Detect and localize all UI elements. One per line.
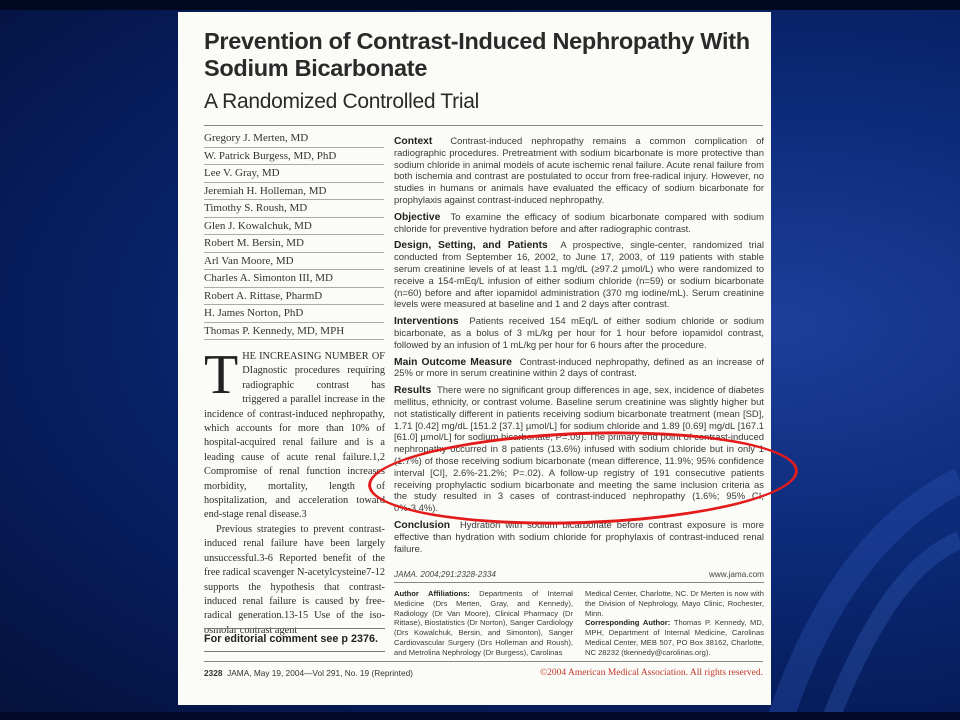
author: Charles A. Simonton III, MD <box>204 270 384 288</box>
author: H. James Norton, PhD <box>204 305 384 323</box>
citation-ref: JAMA. 2004;291:2328-2334 <box>394 570 496 579</box>
drop-cap: T <box>204 344 239 406</box>
article-title: Prevention of Contrast-Induced Nephropathy With Sodium Bicarbonate <box>204 28 750 81</box>
affiliations-col-2: Medical Center, Charlotte, NC. Dr Merten is now with the Division of Nephrology, Mayo Clinic, Rochester, Minn. Corresponding Author: Thomas P. Kennedy, MD, MPH, Department of Internal Medicine, Carolinas Medical Center, MEB 507, PO Box 38162, Charlotte, NC 28232 (tkennedy@carolinas.org). <box>585 589 764 657</box>
body-text <box>204 344 385 638</box>
article-page <box>178 12 771 705</box>
body-paragraph-2: Previous strategies to prevent contrast-induced renal failure have been largely unsuccessful.3-6 Reported benefit of the free radical scavenger N-acetylcysteine7-12 supports the hypothesis that contrast-induced renal failure is caused by free-radical generation.13-15 Use of the iso-osmolar contrast agent <box>204 523 385 636</box>
author: Thomas P. Kennedy, MD, MPH <box>204 323 384 341</box>
top-bar <box>0 0 960 10</box>
author: Arl Van Moore, MD <box>204 253 384 271</box>
abstract-interventions: Interventions Patients received 154 mEq/L of either sodium chloride or sodium bicarbonate, as a bolus of 3 mL/kg per hour for 1 hour before iopamidol contrast, followed by an infusion of 1 mL/kg per hour for 6 hours after the procedure. <box>394 316 764 351</box>
author: Gregory J. Merten, MD <box>204 130 384 148</box>
page-number: 2328 <box>204 668 223 678</box>
background-swirl <box>760 300 960 720</box>
bottom-bar <box>0 712 960 720</box>
author: Robert A. Rittase, PharmD <box>204 288 384 306</box>
author: Glen J. Kowalchuk, MD <box>204 218 384 236</box>
affiliations <box>394 589 764 658</box>
author: Jeremiah H. Holleman, MD <box>204 183 384 201</box>
citation-line <box>394 570 764 583</box>
abstract-context: Context Contrast-induced nephropathy remains a common complication of radiographic procedures. Pretreatment with sodium bicarbonate is more protective than sodium chloride in animal models of acute ischemic renal failure. Acute renal failure from both ischemia and contrast are postulated to occur from free-radical injury. However, no studies in humans or animals have evaluated the efficacy of sodium bicarbonate for prophylaxis against contrast-induced nephropathy. <box>394 136 764 206</box>
author: Robert M. Bersin, MD <box>204 235 384 253</box>
abstract-outcome: Main Outcome Measure Contrast-induced nephropathy, defined as an increase of 25% or more in serum creatinine within 2 days of contrast. <box>394 356 764 380</box>
editorial-note: For editorial comment see p 2376. <box>204 628 385 652</box>
abstract-conclusion: Conclusion Hydration with sodium bicarbonate before contrast exposure is more effective than hydration with sodium chloride for prophylaxis of contrast-induced renal failure. <box>394 519 764 555</box>
article-subtitle: A Randomized Controlled Trial <box>204 90 479 113</box>
author: W. Patrick Burgess, MD, PhD <box>204 148 384 166</box>
author-list <box>204 130 384 340</box>
copyright: ©2004 American Medical Association. All rights reserved. <box>539 668 763 678</box>
abstract-design: Design, Setting, and Patients A prospective, single-center, randomized trial conducted from September 16, 2002, to June 17, 2003, of 119 patients with stable serum creatinine levels of at least 1.1 mg/dL (≥97.2 µmol/L) who were randomized to receive a 154-mEq/L infusion of either sodium chloride (n=59) or sodium bicarbonate (n=60) before and after iopamidol administration (370 mg iodine/mL). Serum creatinine levels were measured at baseline and 1 and 2 days after contrast. <box>394 240 764 311</box>
title-rule <box>204 125 763 126</box>
page-footer <box>204 661 763 678</box>
author: Timothy S. Roush, MD <box>204 200 384 218</box>
abstract-objective: Objective To examine the efficacy of sodium bicarbonate compared with sodium chloride for preventive hydration before and after radiographic contrast. <box>394 211 764 235</box>
journal-url[interactable]: www.jama.com <box>708 570 764 579</box>
journal-issue: JAMA, May 19, 2004—Vol 291, No. 19 (Reprinted) <box>227 668 413 678</box>
abstract-results: Results There were no significant group differences in age, sex, incidence of diabetes mellitus, ethnicity, or contrast volume. Baseline serum creatinine was slightly higher but not statistically different in patients receiving sodium bicarbonate treatment (mean [SD], 1.71 [0.42] mg/dL [151.2 [37.1] µmol/L] for sodium chloride and 1.89 [0.69] mg/dL [167.1 [61.0] µmol/L] for sodium bicarbonate; P=.09). The primary end point of contrast-induced nephropathy occurred in 8 patients (13.6%) infused with sodium chloride but in only 1 (1.7%) of those receiving sodium bicarbonate (mean difference, 11.9%; 95% confidence interval [CI], 2.6%-21.2%; P=.02). A follow-up registry of 191 consecutive patients receiving prophylactic sodium bicarbonate and meeting the same inclusion criteria as the study resulted in 3 cases of contrast-induced nephropathy (1.6%; 95% CI, 0%-3.4%). <box>394 385 765 515</box>
author: Lee V. Gray, MD <box>204 165 384 183</box>
body-paragraph-1: HE INCREASING NUMBER OF DIagnostic procedures requiring radiographic contrast has triggered a parallel increase in the incidence of contrast-induced nephropathy, which accounts for more than 10% of hospital-acquired renal failure and is a leading cause of acute renal failure.1,2 Compromise of renal function increases morbidity, mortality, length of hospitalization, and acceleration toward end-stage renal disease.3 <box>204 351 385 521</box>
affiliations-col-1: Author Affiliations: Departments of Internal Medicine (Drs Merten, Gray, and Kennedy), Radiology (Dr Van Moore), Clinical Pharmacy (Dr Rittase), Biostatistics (Dr Norton), Sanger Cardiology (Drs Kowalchuk, Bersin, and Simonton), Sanger Cardiovascular Surgery (Drs Holleman and Roush), and Metrolina Nephrology (Dr Burgess), Carolinas <box>394 589 573 657</box>
